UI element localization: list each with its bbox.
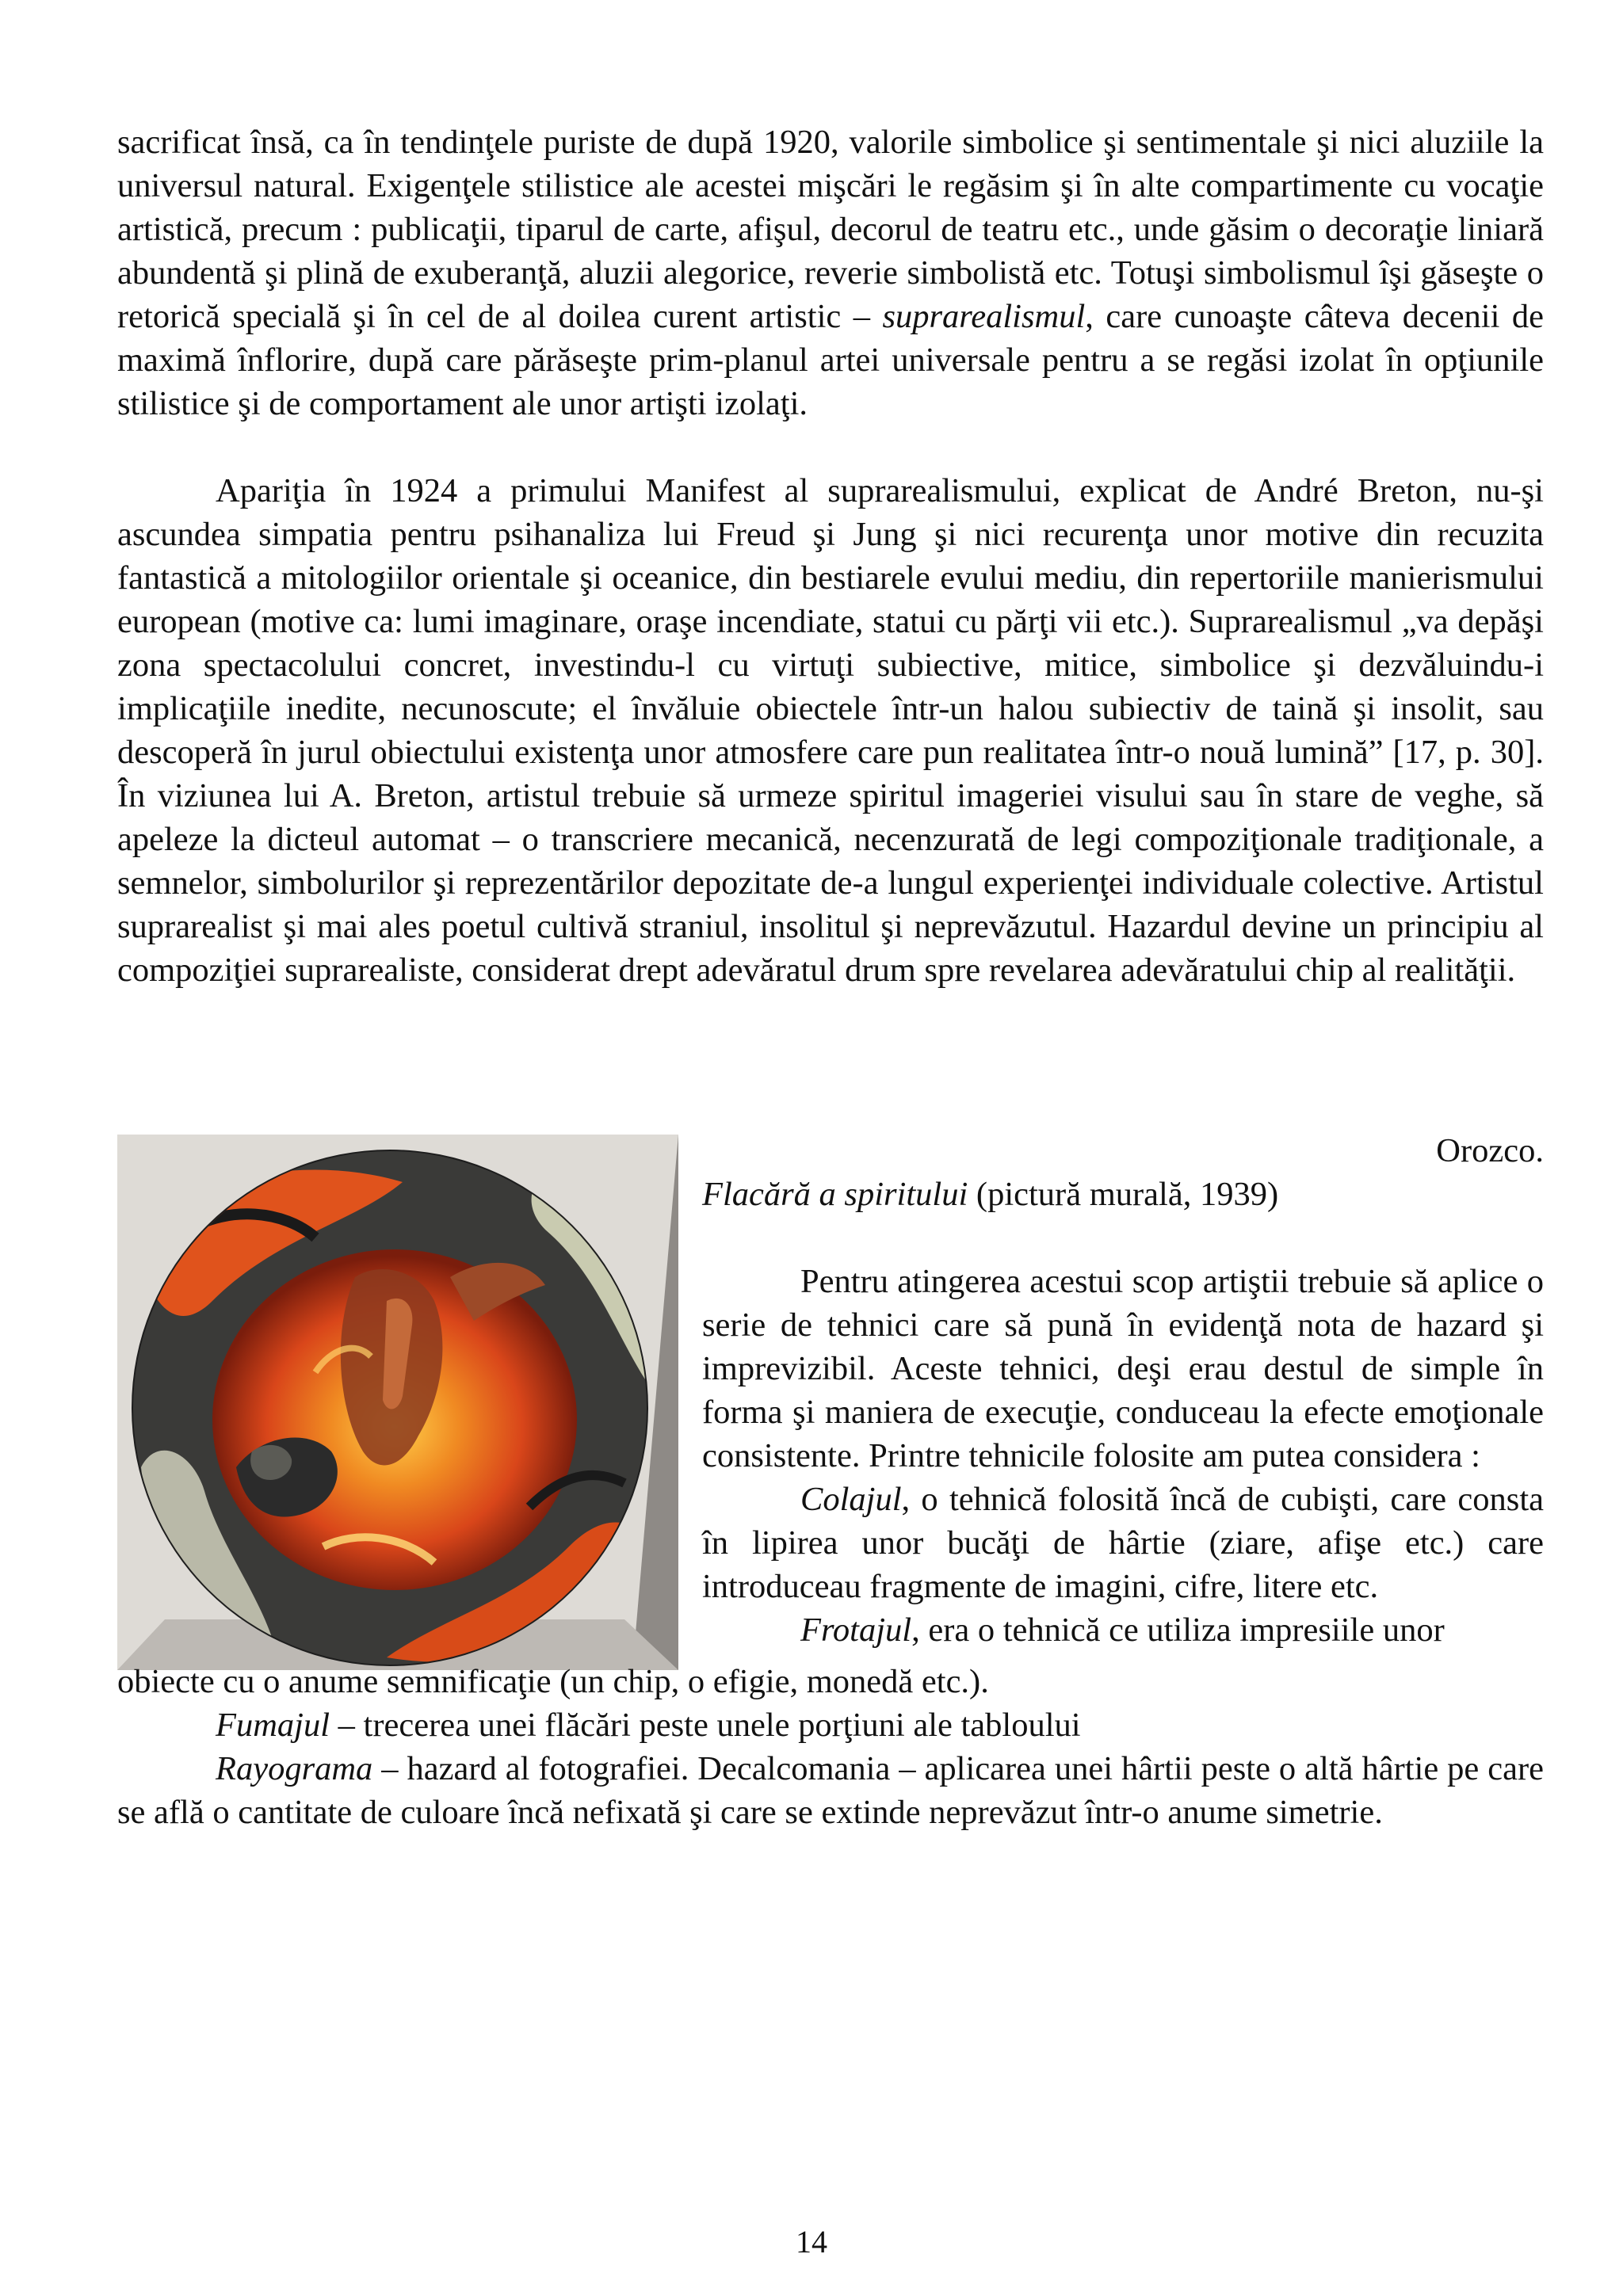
colaj-text: , o tehnică folosită încă de cubişti, care consta în lipirea unor bucăţi de hârtie (ziare, afişe etc.) care introduceau fragmente de imagini, cifre, litere etc. [702,1481,1544,1605]
figure-artist: Orozco. [1436,1132,1544,1169]
paragraph-rayograma [117,1747,1544,1834]
colaj-term: Colajul [800,1481,902,1518]
paragraph-1 [117,120,1544,425]
techniques-list [117,1660,1544,1834]
frotaj-text: , era o tehnică ce utiliza impresiile unor [911,1611,1445,1649]
paragraph-2: Apariţia în 1924 a primului Manifest al suprarealismului, explicat de André Breton, nu-şi ascundea simpatia pentru psihanaliza lui Freud şi Jung şi nici recurenţa unor motive din recuzita fantastică a mitologiilor orientale şi oceanice, din bestiarele evului mediu, din repertoriile manierismului european (motive ca: lumi imaginare, oraşe incendiate, statui cu părţi vii etc.). Suprarealismul „va depăşi zona spectacolului concret, investindu-l cu virtuţi subiective, mitice, simbolice şi dezvăluindu-i implicaţiile inedite, necunoscute; el învăluie obiectele într-un halou subiectiv de taină şi insolit, sau descoperă în jurul obiectului existenţa unor atmosfere care pun realitatea într-o nouă lumină” [17, p. 30]. În viziunea lui A. Breton, artistul trebuie să urmeze spiritul imageriei visului sau în stare de veghe, să apeleze la dicteul automat – o transcriere mecanică, necenzurată de legi compoziţionale tradiţionale, a semnelor, simbolurilor şi reprezentărilor depozitate de-a lungul experienţei individuale colective. Artistul suprarealist şi mai ales poetul cultivă straniul, insolitul şi neprevăzutul. Hazardul devine un principiu al compoziţiei suprarealiste, considerat drept adevăratul drum spre revelarea adevăratului chip al realităţii. [117,472,1544,989]
paragraph-1-end: , care cunoaşte câteva decenii de maximă înflorire, după care părăseşte prim-planul artei universale pentru a se regăsi izolat în opţiunile stilistice şi de comportament ale unor artişti izolaţi. [117,298,1545,422]
fumaj-text: – trecerea unei flăcări peste unele porţiuni ale tabloului [330,1707,1081,1744]
rayograma-term: Rayograma [216,1750,373,1787]
page-number: 14 [796,2224,827,2260]
paragraph-3: Pentru atingerea acestui scop artiştii trebuie să aplice o serie de tehnici care să pună în evidenţă nota de hazard şi imprevizibil. Aceste tehnici, deşi erau destul de simple în forma şi maniera de execuţie, conduceau la efecte emoţionale consistente. Printre tehnicile folosite am putea considera : [702,1263,1544,1474]
paragraph-frotaj [702,1608,1544,1652]
caption-spacer [702,1216,1544,1260]
rayograma-text: – hazard al fotografiei. Decalcomania – aplicarea unei hârtii peste o altă hârtie pe care se află o cantitate de culoare încă nefixată şi care se extinde neprevăzut într-o anume simetrie. [117,1750,1544,1831]
figure-caption-column [702,1129,1544,1652]
paragraph-fumaj [117,1703,1544,1747]
paragraph-1-text: sacrificat însă, ca în tendinţele puriste de după 1920, valorile simbolice şi sentimentale şi nici aluziile la universul natural. Exigenţele stilistice ale acestei mişcări le regăsim şi în alte compartimente cu vocaţie artistică, precum : publicaţii, tiparul de carte, afişul, decorul de teatru etc., unde găsim o decoraţie liniară abundentă şi plină de exuberanţă, aluzii alegorice, reverie simbolistă etc. Totuşi simbolismul îşi găseşte o retorică specială şi în cel de al doilea curent artistic – [117,124,1544,335]
figure-details: (pictură murală, 1939) [976,1176,1279,1213]
fumaj-term: Fumajul [216,1707,330,1744]
figure-title: Flacără a spiritului [702,1176,968,1213]
mural-disk [117,1135,678,1670]
paragraph-colaj [702,1478,1544,1608]
mural-image [117,1135,678,1670]
frotaj-continuation: obiecte cu o anume semnificaţie (un chip, o efigie, monedă etc.). [117,1663,989,1700]
surrealism-term: suprarealismul [882,298,1086,335]
mural-illustration [117,1135,678,1670]
figure-caption [702,1173,1544,1216]
frotaj-term: Frotajul [800,1611,912,1649]
